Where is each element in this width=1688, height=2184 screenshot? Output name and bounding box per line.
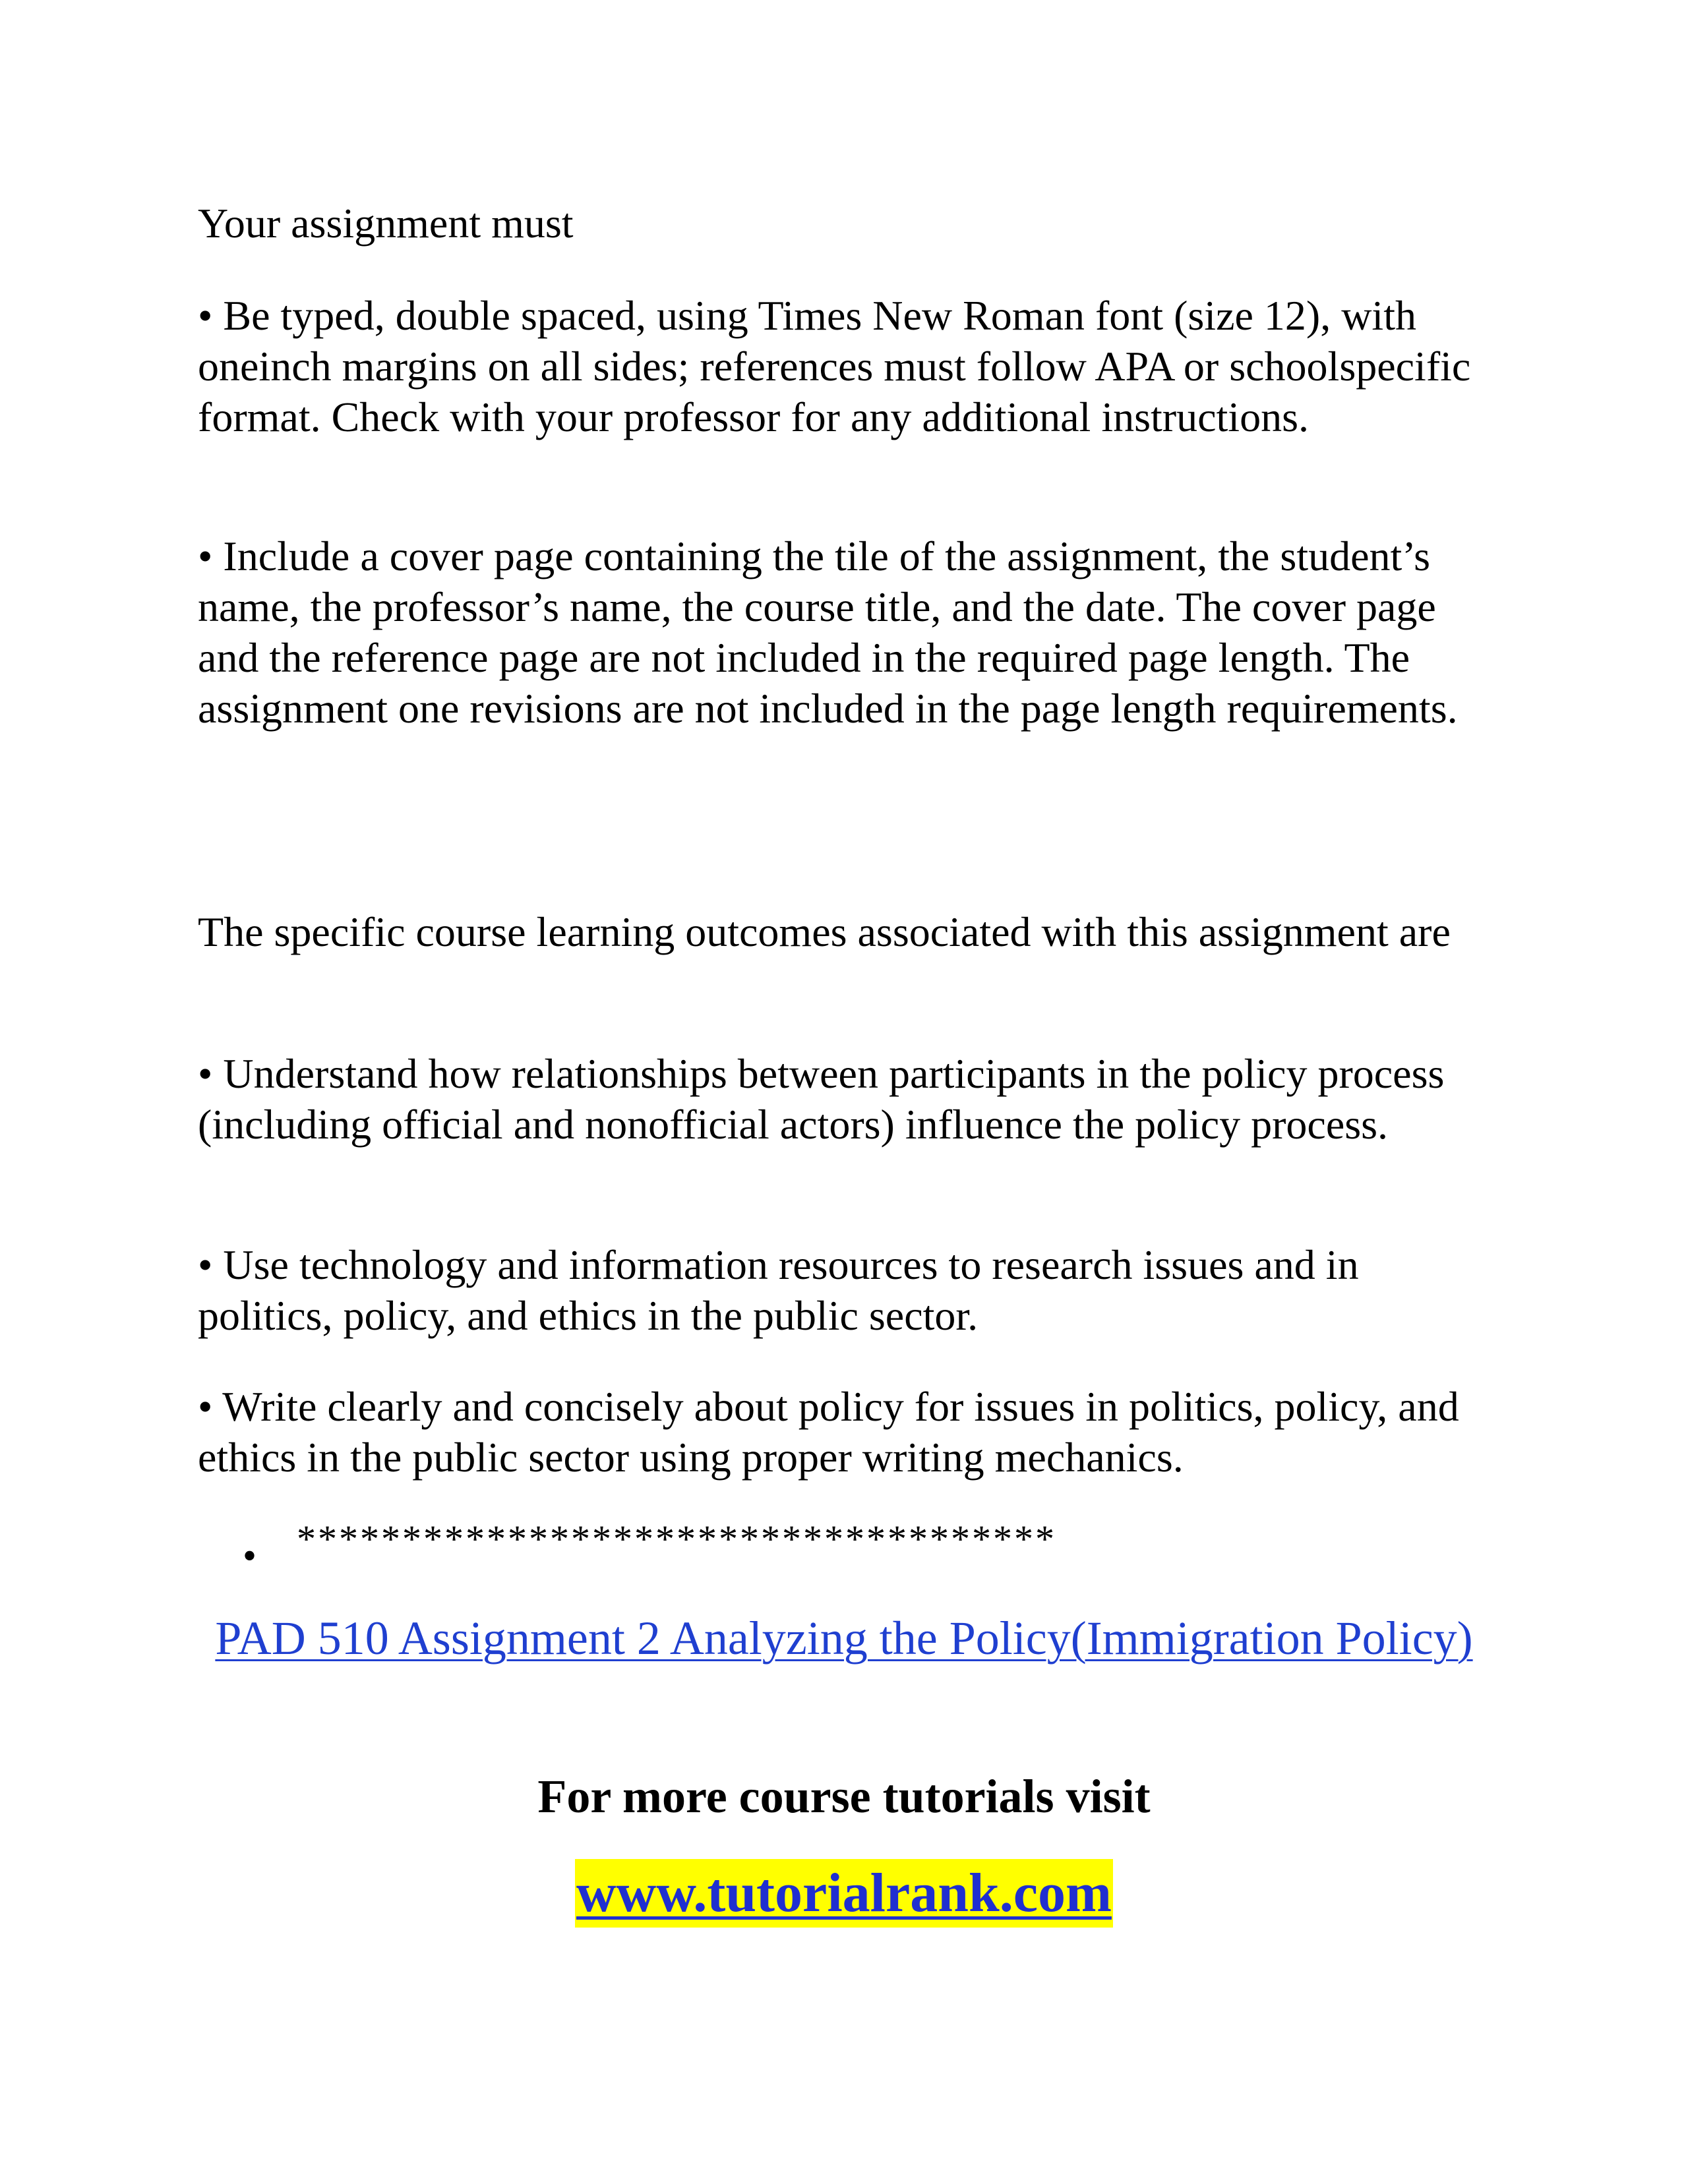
outcomes-intro-text: The specific course learning outcomes associated with this assignment are bbox=[198, 908, 1451, 955]
separator-bullet: • bbox=[243, 1534, 257, 1578]
separator-line: ************************************ bbox=[297, 1518, 1056, 1560]
outcome-relationships: • Understand how relationships between participants in the policy process (including official and nonofficial actors) influence the policy process. bbox=[198, 1050, 1445, 1148]
outcome-technology: • Use technology and information resources to research issues and in politics, policy, and ethics in the public sector. bbox=[198, 1241, 1359, 1339]
more-tutorials-heading: For more course tutorials visit bbox=[537, 1770, 1151, 1823]
requirement-formatting: • Be typed, double spaced, using Times New Roman font (size 12), with oneinch margins on all sides; references must follow APA or schoolspecific format. Check with your professor for any additional instructions. bbox=[198, 292, 1471, 440]
requirement-cover-page: • Include a cover page containing the tile of the assignment, the student’s name, the professor’s name, the course title, and the date. The cover page and the reference page are not included in the required page length. The assignment one revisions are not included in the page length requirements. bbox=[198, 533, 1458, 732]
site-link-container bbox=[198, 1859, 1490, 1928]
intro-text: Your assignment must bbox=[198, 200, 574, 247]
course-title-link[interactable]: PAD 510 Assignment 2 Analyzing the Policy(Immigration Policy) bbox=[215, 1612, 1473, 1665]
outcome-writing: • Write clearly and concisely about policy for issues in politics, policy, and ethics in the public sector using proper writing mechanics. bbox=[198, 1383, 1459, 1481]
site-link[interactable]: www.tutorialrank.com bbox=[575, 1859, 1113, 1928]
